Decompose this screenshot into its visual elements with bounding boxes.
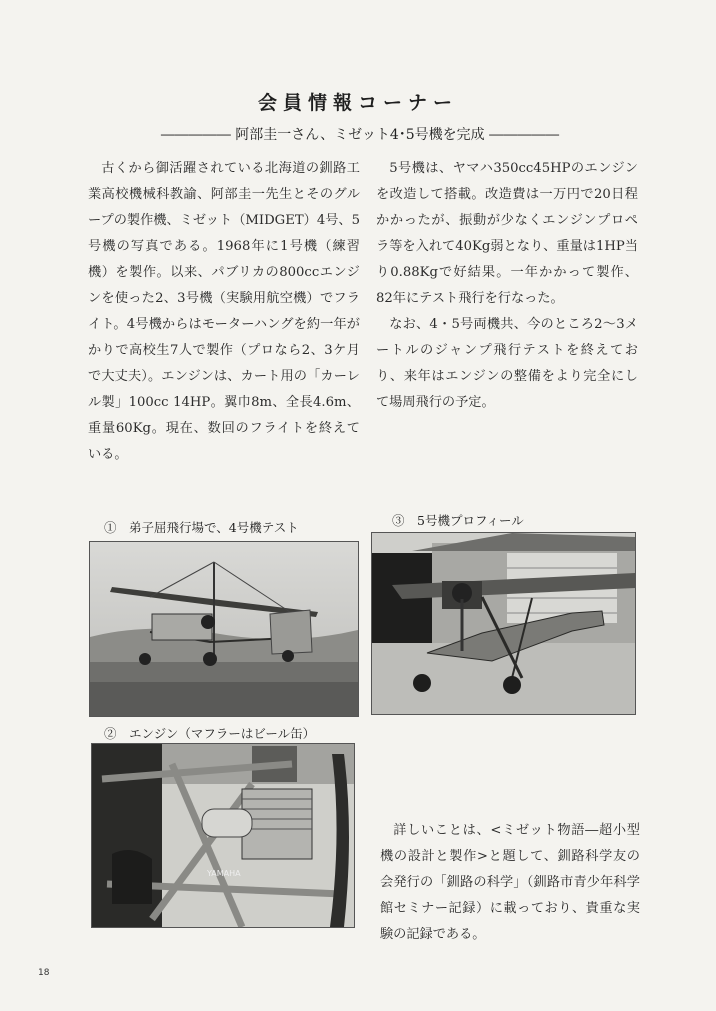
article-subtitle: ――――― 阿部圭一さん、ミゼット4･5号機を完成 ――――― — [160, 127, 560, 143]
article-column-right — [376, 156, 638, 416]
photo-caption-1: ① 弟子屈飛行場で、4号機テスト — [104, 520, 299, 535]
page-title: 会員情報コーナー — [257, 92, 458, 114]
aircraft-photo-3 — [372, 533, 635, 714]
paragraph: なお、4・5号両機共、今のところ2〜3メートルのジャンプ飛行テストを終えており、来年はエンジンの整備をより完全にして場周飛行の予定。 — [376, 317, 638, 410]
article-column-bottom — [380, 818, 640, 948]
paragraph: 詳しいことは、<ミゼット物語―超小型機の設計と製作>と題して、釧路科学友の会発行の「釧路の科学」（釧路市青少年科学館セミナー記録）に載っており、貴重な実験の記録である。 — [380, 823, 640, 942]
engine-photo-2 — [92, 744, 354, 927]
photo-engine — [91, 743, 355, 928]
photo-midget-5-profile — [371, 532, 636, 715]
photo-midget-4-test-flight — [89, 541, 359, 717]
paragraph: 5号機は、ヤマハ350cc45HPのエンジンを改造して搭載。改造費は一万円で20日程かかったが、振動が少なくエンジンプロペラ等を入れて40Kg弱となり、重量は1HP当り0.88Kgで好結果。一年かかって製作、82年にテスト飛行を行なった。 — [376, 161, 638, 306]
photo-caption-3: ③ 5号機プロフィール — [392, 513, 524, 528]
photo-caption-2: ② エンジン（マフラーはビール缶） — [104, 726, 316, 741]
engine-brand-label: YAMAHA — [207, 869, 241, 878]
article-column-left — [88, 156, 360, 468]
aircraft-photo-1 — [90, 542, 358, 716]
page-number: 18 — [38, 968, 50, 978]
paragraph: 古くから御活躍されている北海道の釧路工業高校機械科教諭、阿部圭一先生とそのグループの製作機、ミゼット（MIDGET）4号、5号機の写真である。1968年に1号機（練習機）を製作。以来、パブリカの800ccエンジンを使った2、3号機（実験用航空機）でフライト。4号機からはモーターハングを約一年がかりで高校生7人で製作（プロなら2、3ケ月で大丈夫）。エンジンは、カート用の「カーレル製」100cc 14HP。翼巾8m、全長4.6m、重量60Kg。現在、数回のフライトを終えている。 — [88, 161, 360, 462]
